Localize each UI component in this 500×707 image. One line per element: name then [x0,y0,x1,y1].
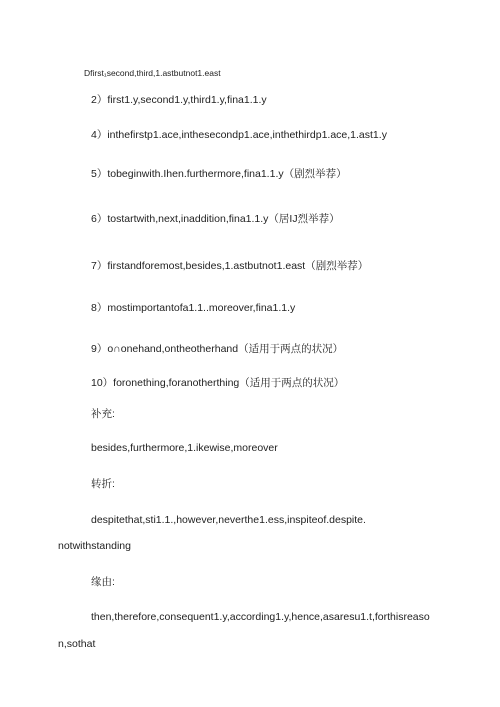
list-item-5: 5）tobeginwith.Ihen.furthermore,fina1.1.y（剧烈举荐） [91,168,347,180]
list-item-10: 10）foronething,foranotherthing（适用于两点的状况） [91,377,345,389]
list-item-9: 9）o∩onehand,ontheotherhand（适用于两点的状况） [91,343,344,355]
supplement-words: besides,furthermore,1.ikewise,moreover [91,442,278,454]
reason-words-continued: n,sothat [58,638,96,650]
list-item-7: 7）firstandforemost,besides,1.astbutnot1.east（剧烈举荐） [91,260,369,272]
section-heading-supplement: 补充: [91,408,115,420]
list-item-6: 6）tostartwith,next,inaddition,fina1.1.y（居IJ烈举荐） [91,213,340,225]
list-item-1: Dfirst₁second,third,1.astbutnot1.east [84,68,221,78]
contrast-words: despitethat,sti1.1.,however,neverthe1.ess,inspiteof.despite. [91,514,366,526]
list-item-8: 8）mostimportantofa1.1..moreover,fina1.1.y [91,302,296,314]
reason-words: then,therefore,consequent1.y,according1.y,hence,asaresu1.t,forthisreaso [91,611,430,623]
list-item-2: 2）first1.y,second1.y,third1.y,fina1.1.y [91,94,267,106]
contrast-words-continued: notwithstanding [58,540,131,552]
section-heading-contrast: 转折: [91,478,115,490]
list-item-4: 4）inthefirstp1.ace,inthesecondp1.ace,inthethirdp1.ace,1.ast1.y [91,129,387,141]
section-heading-reason: 缘由: [91,576,115,588]
